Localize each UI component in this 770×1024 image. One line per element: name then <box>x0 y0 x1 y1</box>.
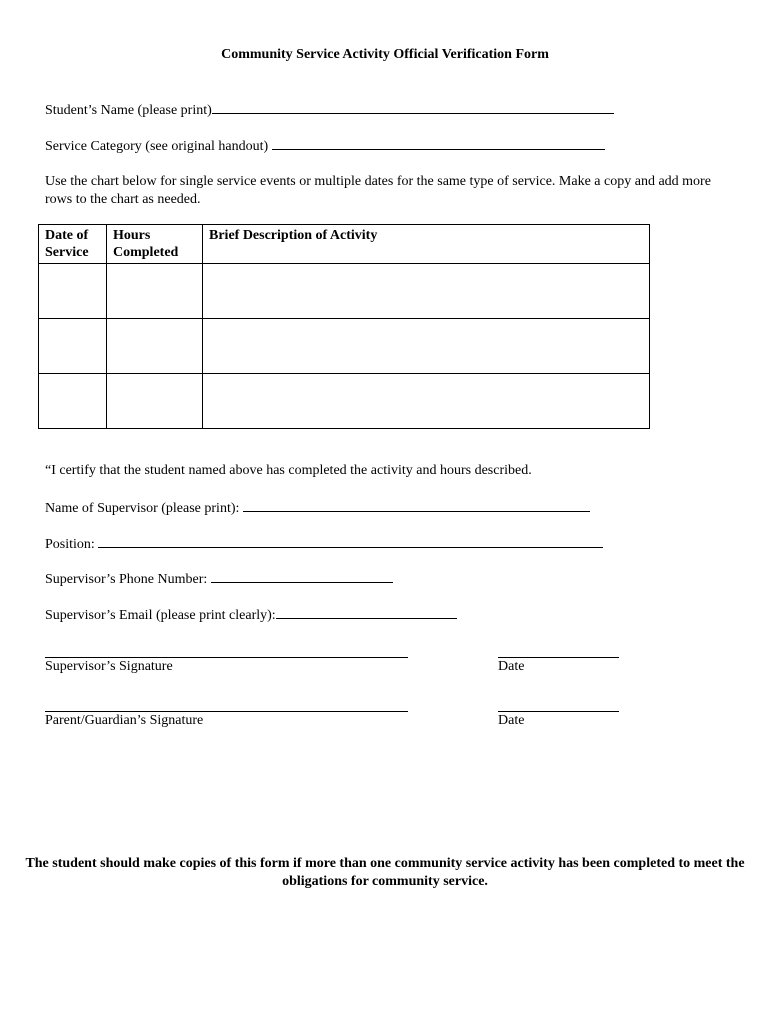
position-field[interactable] <box>98 535 603 548</box>
table-row <box>39 374 650 429</box>
date-cell[interactable] <box>39 264 107 319</box>
parent-date-line[interactable] <box>498 711 619 712</box>
service-category-field[interactable] <box>272 137 605 150</box>
student-name-label: Student’s Name (please print) <box>45 103 212 118</box>
chart-header-row <box>39 225 650 264</box>
student-name-row <box>45 101 614 119</box>
hours-cell[interactable] <box>107 264 203 319</box>
position-row <box>45 535 603 553</box>
description-cell[interactable] <box>203 319 650 374</box>
position-label: Position: <box>45 537 95 552</box>
table-row <box>39 264 650 319</box>
phone-label: Supervisor’s Phone Number: <box>45 572 208 587</box>
instructions-text: Use the chart below for single service events or multiple dates for the same type of service. Make a copy and add more rows to the chart as needed. <box>45 174 711 207</box>
description-cell[interactable] <box>203 264 650 319</box>
description-cell[interactable] <box>203 374 650 429</box>
date-cell[interactable] <box>39 319 107 374</box>
parent-signature-label: Parent/Guardian’s Signature <box>45 713 204 728</box>
supervisor-date-label: Date <box>498 659 525 674</box>
parent-signature-line[interactable] <box>45 711 408 712</box>
email-field[interactable] <box>276 606 457 619</box>
date-cell[interactable] <box>39 374 107 429</box>
certification-statement: “I certify that the student named above has completed the activity and hours described. <box>45 463 532 478</box>
table-row <box>39 319 650 374</box>
hours-cell[interactable] <box>107 319 203 374</box>
footer-note: The student should make copies of this form if more than one community service activity has been completed to meet the obligations for community service. <box>25 856 745 889</box>
supervisor-signature-label: Supervisor’s Signature <box>45 659 173 674</box>
hours-cell[interactable] <box>107 374 203 429</box>
supervisor-date-line[interactable] <box>498 657 619 658</box>
service-chart <box>38 224 650 429</box>
supervisor-name-label: Name of Supervisor (please print): <box>45 501 240 516</box>
service-category-row <box>45 137 605 155</box>
supervisor-name-row <box>45 499 590 517</box>
phone-field[interactable] <box>211 570 393 583</box>
parent-date-label: Date <box>498 713 525 728</box>
header-date-of-service: Date of Service <box>39 225 107 264</box>
form-title: Community Service Activity Official Verification Form <box>221 47 549 62</box>
email-label: Supervisor’s Email (please print clearly): <box>45 608 276 623</box>
email-row <box>45 606 457 624</box>
service-category-label: Service Category (see original handout) <box>45 139 269 154</box>
supervisor-signature-line[interactable] <box>45 657 408 658</box>
student-name-field[interactable] <box>212 101 614 114</box>
header-hours-completed: Hours Completed <box>107 225 203 264</box>
supervisor-name-field[interactable] <box>243 499 590 512</box>
phone-row <box>45 570 393 588</box>
header-brief-description: Brief Description of Activity <box>203 225 650 264</box>
